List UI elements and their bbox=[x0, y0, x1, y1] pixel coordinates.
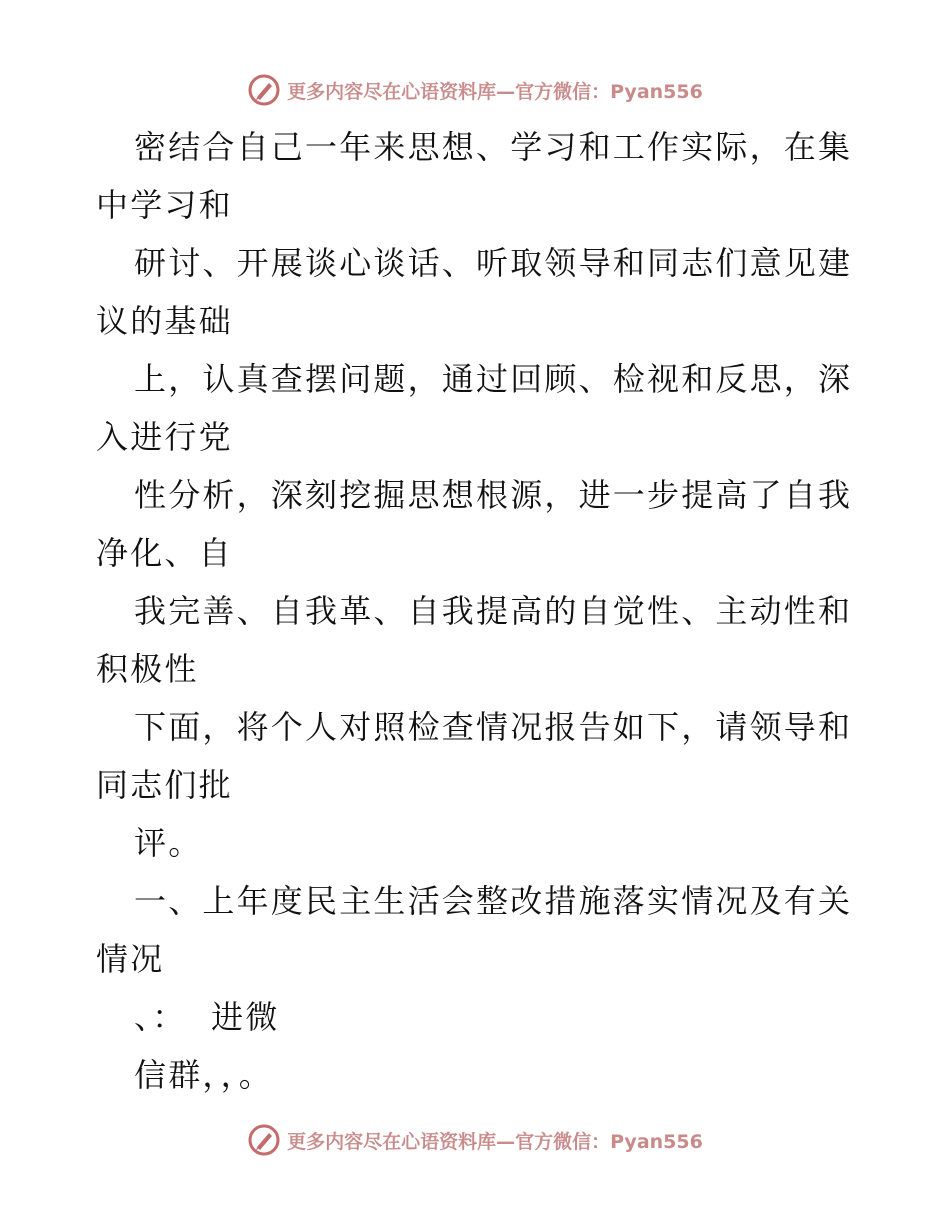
paragraph-line: 密结合自己一年来思想、学习和工作实际，在集 bbox=[134, 128, 853, 166]
paragraph-line: 同志们批 bbox=[96, 766, 233, 804]
paragraph bbox=[96, 234, 856, 350]
paragraph-line: 性分析，深刻挖掘思想根源，进一步提高了自我 bbox=[134, 476, 853, 514]
paragraph bbox=[96, 582, 856, 698]
header-watermark bbox=[0, 70, 950, 110]
paragraph bbox=[96, 988, 856, 1046]
pen-nib-logo-icon bbox=[247, 73, 281, 107]
pen-nib-logo-icon bbox=[247, 1123, 281, 1157]
paragraph-line: 信群，，。 bbox=[134, 1056, 274, 1094]
paragraph-line: 积极性 bbox=[96, 650, 199, 688]
paragraph-line: 情况 bbox=[96, 940, 165, 978]
paragraph-line: 、： 进微 bbox=[134, 998, 280, 1036]
watermark-text: 更多内容尽在心语资料库—官方微信：Pyan556 bbox=[287, 80, 703, 103]
paragraph bbox=[96, 814, 856, 872]
paragraph bbox=[96, 1046, 856, 1104]
paragraph-line: 中学习和 bbox=[96, 186, 233, 224]
section-heading bbox=[96, 872, 856, 988]
watermark-text: 更多内容尽在心语资料库—官方微信：Pyan556 bbox=[287, 1130, 703, 1153]
paragraph bbox=[96, 698, 856, 814]
paragraph bbox=[96, 466, 856, 582]
paragraph-line: 研讨、开展谈心谈话、听取领导和同志们意见建 bbox=[134, 244, 853, 282]
paragraph-line: 一、上年度民主生活会整改措施落实情况及有关 bbox=[134, 882, 853, 920]
footer-watermark bbox=[0, 1120, 950, 1160]
paragraph bbox=[96, 350, 856, 466]
paragraph-line: 上，认真查摆问题，通过回顾、检视和反思，深 bbox=[134, 360, 853, 398]
paragraph-line: 下面，将个人对照检查情况报告如下，请领导和 bbox=[134, 708, 853, 746]
document-body bbox=[96, 118, 856, 1104]
paragraph bbox=[96, 118, 856, 234]
paragraph-line: 入进行党 bbox=[96, 418, 233, 456]
paragraph-line: 净化、自 bbox=[96, 534, 233, 572]
paragraph-line: 评。 bbox=[134, 824, 203, 862]
paragraph-line: 我完善、自我革、自我提高的自觉性、主动性和 bbox=[134, 592, 853, 630]
paragraph-line: 议的基础 bbox=[96, 302, 233, 340]
